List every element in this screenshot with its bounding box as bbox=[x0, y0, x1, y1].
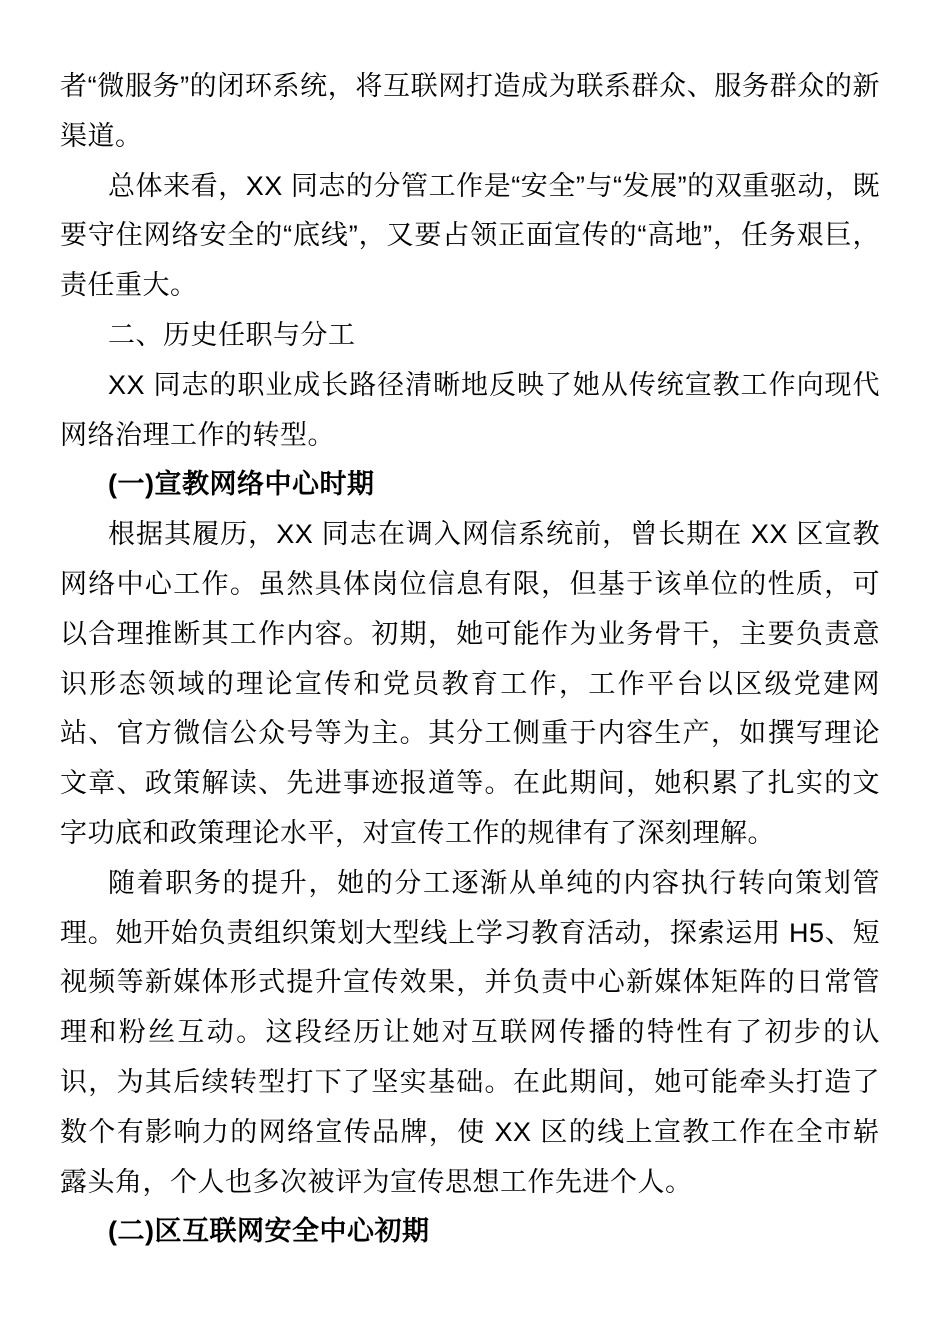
paragraph-xuanjiao-detail: 根据其履历，XX 同志在调入网信系统前，曾长期在 XX 区宣教网络中心工作。虽然具体岗位信息有限，但基于该单位的性质，可以合理推断其工作内容。初期，她可能作为业务骨干，主要负责意识形态领域的理论宣传和党员教育工作，工作平台以区级党建网站、官方微信公众号等为主。其分工侧重于内容生产，如撰写理论文章、政策解读、先进事迹报道等。在此期间，她积累了扎实的文字功底和政策理论水平，对宣传工作的规律有了深刻理解。 bbox=[60, 519, 880, 848]
paragraph-promotion-detail: 随着职务的提升，她的分工逐渐从单纯的内容执行转向策划管理。她开始负责组织策划大型线上学习教育活动，探索运用 H5、短视频等新媒体形式提升宣传效果，并负责中心新媒体矩阵的日常管理和粉丝互动。这段经历让她对互联网传播的特性有了初步的认识，为其后续转型打下了坚实基础。在此期间，她可能牵头打造了数个有影响力的网络宣传品牌，使 XX 区的线上宣教工作在全市崭露头角，个人也多次被评为宣传思想工作先进个人。 bbox=[60, 867, 880, 1197]
subsection-heading-internet-security-center: (二)区互联网安全中心初期 bbox=[108, 1216, 430, 1247]
subsection-heading-xuanjiao-period: (一)宣教网络中心时期 bbox=[108, 469, 375, 500]
paragraph-career-path: XX 同志的职业成长路径清晰地反映了她从传统宣教工作向现代网络治理工作的转型。 bbox=[60, 369, 880, 450]
paragraph-summary: 总体来看，XX 同志的分管工作是“安全”与“发展”的双重驱动，既要守住网络安全的“底线”，又要占领正面宣传的“高地”，任务艰巨，责任重大。 bbox=[60, 170, 880, 301]
paragraph-continued: 者“微服务”的闭环系统，将互联网打造成为联系群众、服务群众的新渠道。 bbox=[60, 71, 880, 151]
section-heading-history: 二、历史任职与分工 bbox=[108, 319, 356, 350]
